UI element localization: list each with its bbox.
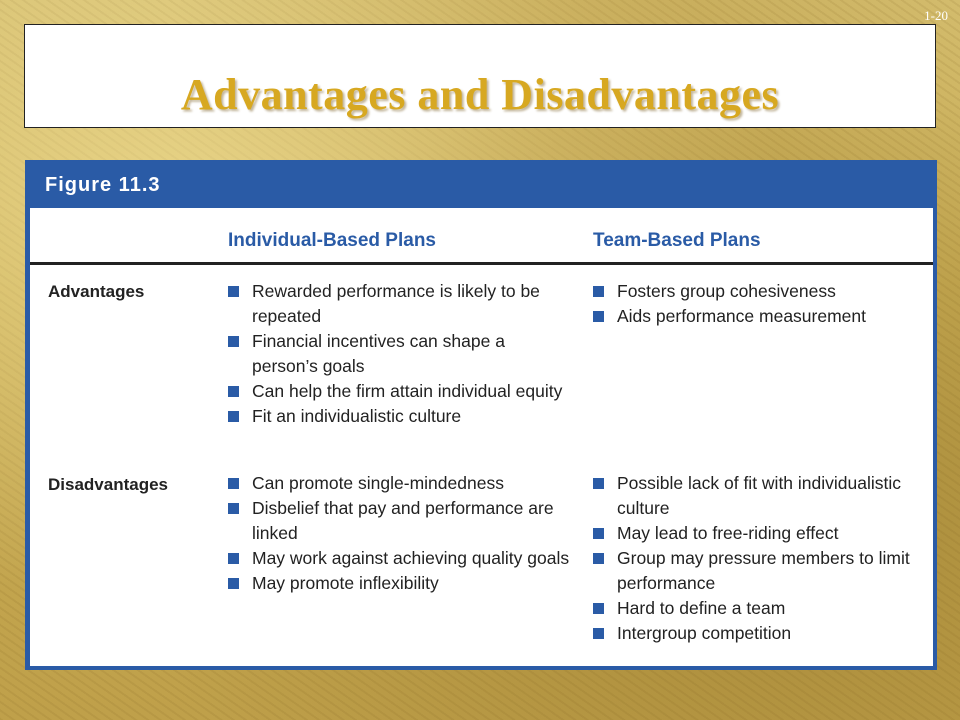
header-divider <box>30 262 933 265</box>
advantages-team-list <box>593 279 923 329</box>
list-item: Financial incentives can shape a person’s goals <box>228 329 573 379</box>
square-bullet-icon <box>228 578 239 589</box>
list-item: Group may pressure members to limit performance <box>593 546 923 596</box>
square-bullet-icon <box>593 311 604 322</box>
square-bullet-icon <box>228 478 239 489</box>
disadvantages-team-list <box>593 471 923 646</box>
title-box <box>24 24 936 128</box>
slide-number: 1-20 <box>924 8 948 23</box>
list-item: May promote inflexibility <box>228 571 573 596</box>
square-bullet-icon <box>593 528 604 539</box>
square-bullet-icon <box>228 386 239 397</box>
figure-table <box>30 208 933 666</box>
square-bullet-icon <box>228 503 239 514</box>
column-header-individual: Individual-Based Plans <box>228 230 436 251</box>
list-item: Disbelief that pay and performance are linked <box>228 496 573 546</box>
list-item: Can help the firm attain individual equity <box>228 379 573 404</box>
row-label-disadvantages: Disadvantages <box>48 475 168 494</box>
column-header-team: Team-Based Plans <box>593 230 761 251</box>
list-item: Possible lack of fit with individualistic culture <box>593 471 923 521</box>
list-item: May work against achieving quality goals <box>228 546 573 571</box>
advantages-individual-list <box>228 279 573 429</box>
square-bullet-icon <box>593 553 604 564</box>
list-item: Hard to define a team <box>593 596 923 621</box>
row-label-advantages: Advantages <box>48 282 145 301</box>
square-bullet-icon <box>593 628 604 639</box>
list-item: Aids performance measurement <box>593 304 923 329</box>
square-bullet-icon <box>593 286 604 297</box>
square-bullet-icon <box>228 336 239 347</box>
disadvantages-individual-list <box>228 471 573 596</box>
list-item: May lead to free-riding effect <box>593 521 923 546</box>
list-item: Rewarded performance is likely to be repeated <box>228 279 573 329</box>
square-bullet-icon <box>228 286 239 297</box>
figure-panel <box>25 160 937 670</box>
list-item: Intergroup competition <box>593 621 923 646</box>
slide-title: Advantages and Disadvantages <box>180 70 780 119</box>
figure-label: Figure 11.3 <box>45 174 161 196</box>
list-item: Can promote single-mindedness <box>228 471 573 496</box>
square-bullet-icon <box>593 603 604 614</box>
list-item: Fosters group cohesiveness <box>593 279 923 304</box>
square-bullet-icon <box>593 478 604 489</box>
square-bullet-icon <box>228 553 239 564</box>
list-item: Fit an individualistic culture <box>228 404 573 429</box>
square-bullet-icon <box>228 411 239 422</box>
